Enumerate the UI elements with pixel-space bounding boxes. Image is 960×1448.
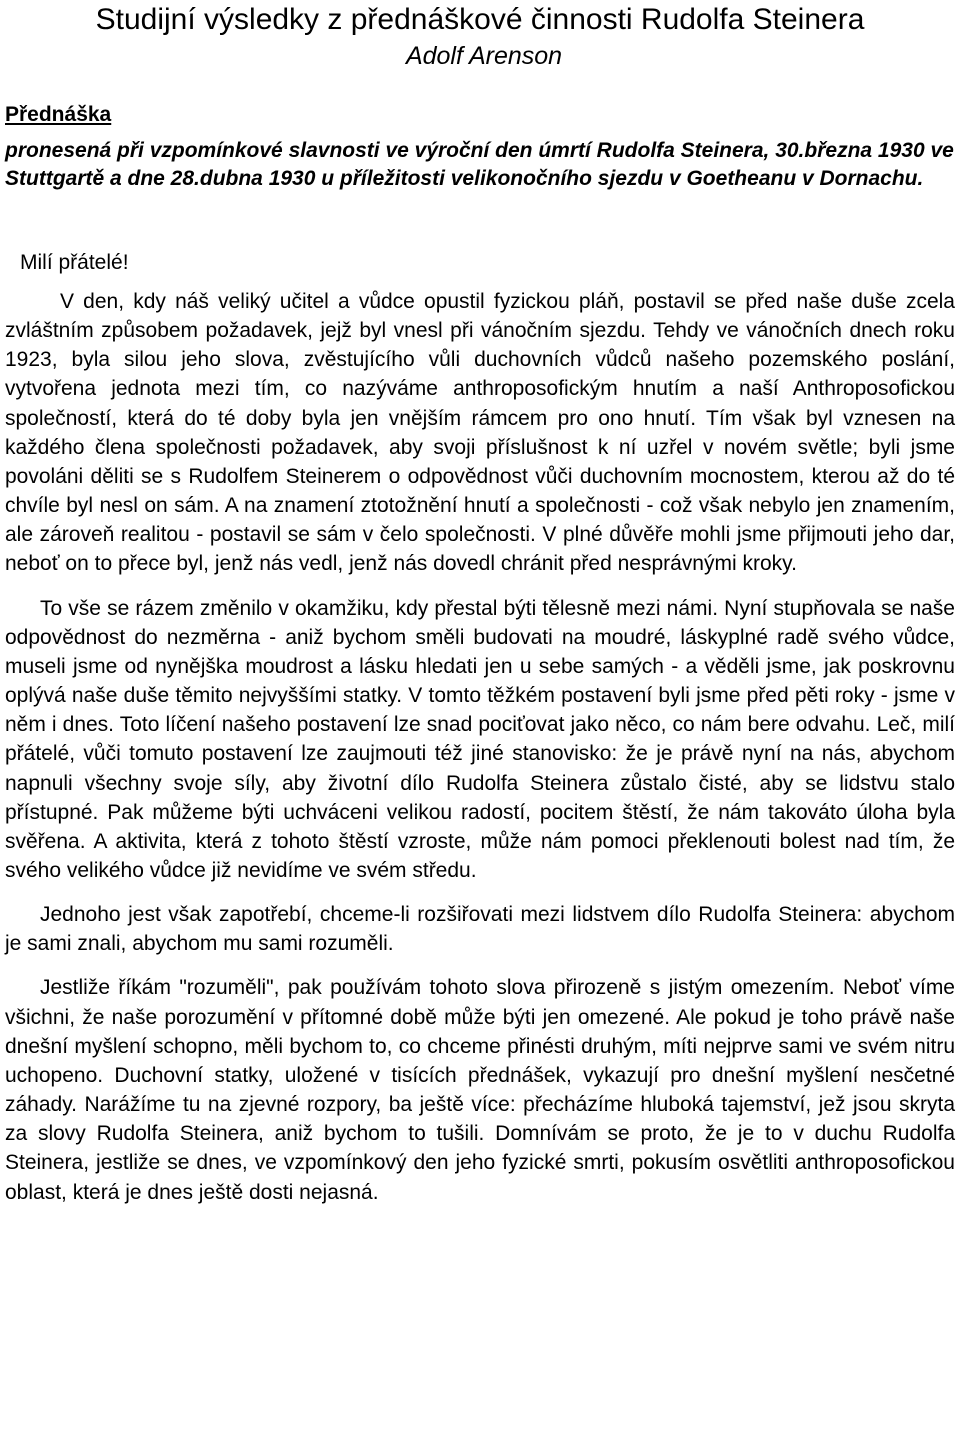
paragraph: V den, kdy náš veliký učitel a vůdce opustil fyzickou pláň, postavil se před naše duše zcela zvláštním způsobem požadavek, jejž byl vnesl při vánočním sjezdu. Tehdy ve vánočních dnech roku 1923, byla silou jeho slova, zvěstujícího vůli duchovních vůdců našeho pozemského poslání, vytvořena jednota mezi tím, co nazýváme anthroposofickým hnutím a naší Anthroposofickou společností, která do té doby byla jen vnějším rámcem pro ono hnutí. Tím však byl vznesen na každého člena společnosti požadavek, aby svoji příslušnost k ní uzřel v novém světle; byli jsme povoláni děliti se s Rudolfem Steinerem o odpovědnost vůči duchovním mocnostem, kterou až do té chvíle byl nesl on sám. A na znamení ztotožnění hnutí a společnosti - což však nebylo jen znamením, ale zároveň realitou - postavil se sám v čelo společnosti. V plné důvěře mohli jsme přijmouti jeho dar, neboť on to přece byl, jenž nás vedl, jenž nás dovedl chránit před nesprávnými kroky. xyxy=(5,290,955,576)
paragraph: Jednoho jest však zapotřebí, chceme-li rozšiřovati mezi lidstvem dílo Rudolfa Steinera: abychom je sami znali, abychom mu sami rozuměli. xyxy=(5,903,955,956)
author-name: Adolf Arenson xyxy=(405,42,563,70)
salutation: Milí přátelé! xyxy=(20,251,129,274)
body-text xyxy=(5,287,955,1207)
paragraph: To vše se rázem změnilo v okamžiku, kdy přestal býti tělesně mezi námi. Nyní stupňovala se naše odpovědnost do nezměrna - aniž bychom směli budovati na moudré, láskyplné radě svého vůdce, museli jsme od nynějška moudrost a lásku hledati jen u sebe samých - a věděli jsme, jak poskrovnu oplývá naše duše těmito nejvyššími statky. V tomto těžkém postavení byli jsme před pěti roky - jsme v něm i dnes. Toto líčení našeho postavení lze snad pociťovat jako něco, co nám bere odvahu. Leč, milí přátelé, vůči tomuto postavení lze zaujmouti též jiné stanovisko: že je právě nyní na nás, abychom napnuli všechny svoje síly, aby životní dílo Rudolfa Steinera zůstalo čisté, aby se lidstvu stalo přístupné. Pak můžeme býti uchváceni velikou radostí, pocitem štěstí, že nám takováto úloha byla svěřena. A aktivita, která z tohoto štěstí vzroste, může nám pomoci překlenouti bolest nad tím, že svého velikého vůdce již nevidíme ve svém středu. xyxy=(5,596,955,882)
paragraph: Jestliže říkám "rozuměli", pak používám tohoto slova přirozeně s jistým omezením. Neboť víme všichni, že naše porozumění v přítomné době může býti jen omezené. Ale pokud je toho právě naše dnešní myšlení schopno, měli bychom to, co chceme přinésti druhým, míti nejprve sami ve svém nitru uchopeno. Duchovní statky, uložené v tisících přednášek, vykazují pro dnešní myšlení nesčetné záhady. Narážíme tu na zjevné rozpory, ba ještě více: přecházíme hluboká tajemství, jež jsou skryta za slovy Rudolfa Steinera, aniž bychom to tušili. Domnívám se proto, že je to v duchu Rudolfa Steinera, jestliže se dnes, ve vzpomínkový den jeho fyzické smrti, pokusím osvětliti anthroposofickou oblast, která je dnes ještě dosti nejasná. xyxy=(5,976,955,1204)
document-page xyxy=(5,0,955,1207)
lecture-occasion: pronesená při vzpomínkové slavnosti ve výroční den úmrtí Rudolfa Steinera, 30.března 1930 ve Stuttgartě a dne 28.dubna 1930 u příležitosti velikonočního sjezdu v Goetheanu v Dornachu. xyxy=(5,139,954,190)
document-title: Studijní výsledky z přednáškové činnosti Rudolfa Steinera xyxy=(95,3,865,36)
lecture-label: Přednáška xyxy=(5,103,112,126)
